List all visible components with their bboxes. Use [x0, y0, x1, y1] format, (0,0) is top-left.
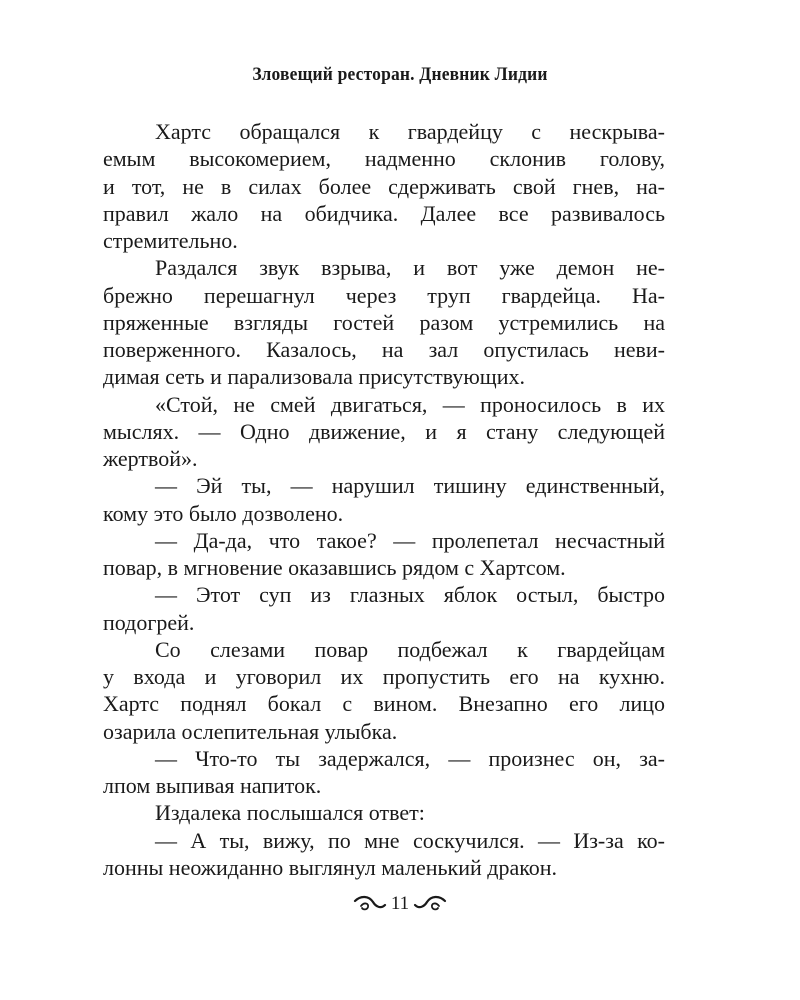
paragraph-line: озарила ослепительная улыбка. [103, 718, 398, 744]
paragraph-line: стремительно. [103, 228, 238, 253]
body-text [103, 118, 665, 881]
paragraph-line: брежно перешагнул через труп гвардейца. На- [103, 282, 665, 308]
paragraph-line: и тот, не в силах более сдерживать свой гнев, на- [103, 173, 665, 199]
paragraph-line: Со слезами повар подбежал к гвардейцам [155, 636, 665, 662]
paragraph-line: димая сеть и парализовала присутствующих. [103, 364, 526, 390]
paragraph-line: — А ты, вижу, по мне соскучился. — Из-за ко- [155, 827, 665, 853]
paragraph-line: Раздался звук взрыва, и вот уже демон не- [155, 255, 665, 281]
paragraph-line: лонны неожиданно выглянул маленький дракон. [103, 854, 558, 880]
paragraph-line: у входа и уговорил их пропустить его на кухню. [103, 664, 665, 689]
page-folio [0, 892, 800, 916]
right-swash-ornament-icon [413, 893, 447, 915]
paragraph-line: кому это было дозволено. [103, 500, 344, 526]
paragraph-line: — Этот суп из глазных яблок остыл, быстро [155, 582, 665, 608]
paragraph-line: правил жало на обидчика. Далее все развивалось [103, 200, 665, 226]
paragraph-line: пряженные взгляды гостей разом устремились на [103, 309, 665, 335]
paragraph-line: повар, в мгновение оказавшись рядом с Хартсом. [103, 555, 566, 580]
paragraph-line: лпом выпивая напиток. [103, 773, 322, 798]
paragraph-line: Хартс поднял бокал с вином. Внезапно его лицо [103, 691, 665, 717]
paragraph-line: — Что-то ты задержался, — произнес он, за- [155, 745, 665, 771]
paragraph-line: Издалека послышался ответ: [155, 800, 425, 826]
paragraph-line: мыслях. — Одно движение, и я стану следующей [103, 418, 665, 444]
paragraph-line: подогрей. [103, 609, 195, 635]
paragraph-line: «Стой, не смей двигаться, — проносилось в их [155, 391, 665, 417]
paragraph-line: Хартс обращался к гвардейцу с нескрыва- [155, 119, 665, 144]
paragraph-line: поверженного. Казалось, на зал опустилась неви- [103, 337, 665, 362]
paragraph-line: жертвой». [103, 446, 198, 471]
page-number: 11 [390, 893, 410, 914]
running-title: Зловещий ресторан. Дневник Лидии [252, 64, 548, 85]
paragraph-line: — Да-да, что такое? — пролепетал несчастный [155, 527, 665, 553]
paragraph-line: емым высокомерием, надменно склонив голову, [103, 146, 665, 172]
left-swash-ornament-icon [353, 893, 387, 915]
paragraph-line: — Эй ты, — нарушил тишину единственный, [155, 473, 665, 499]
